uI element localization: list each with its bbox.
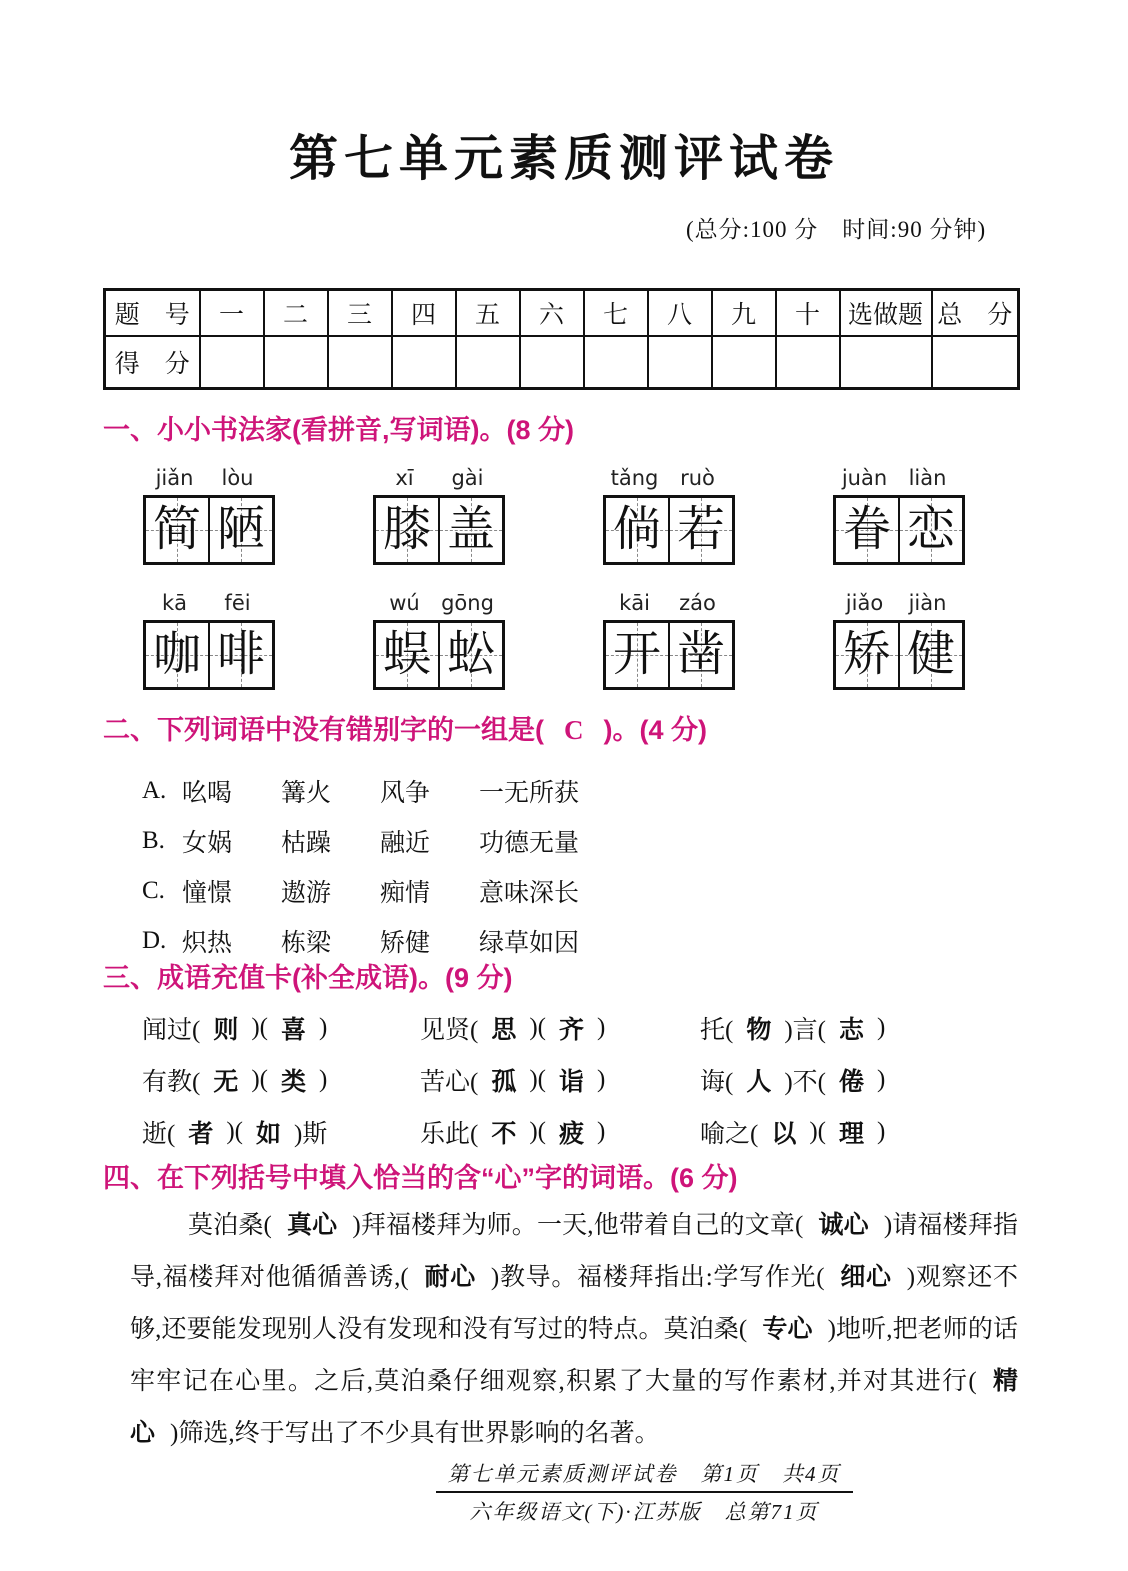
hanzi-box [146, 623, 210, 687]
score-cell-empty [712, 336, 776, 389]
section-two-heading-post: )。(4 分) [603, 715, 707, 745]
pinyin-syllable: liàn [908, 466, 947, 490]
idiom-item [142, 1106, 420, 1158]
pinyin-syllable: tǎng [610, 466, 659, 490]
passage-answer: 诚心 [818, 1212, 869, 1239]
passage-answer: 真心 [286, 1212, 338, 1239]
idiom-text: )( [529, 1118, 546, 1145]
exam-subtitle: (总分:100 分 时间:90 分钟) [686, 217, 987, 242]
idiom-text: ) [597, 1066, 606, 1093]
idiom-answer: 喜 [281, 1017, 307, 1044]
score-cell-empty [520, 336, 584, 389]
idiom-answer: 倦 [839, 1069, 865, 1096]
score-cell-empty [840, 336, 932, 389]
option-word: 憧憬 [182, 880, 233, 907]
score-table-header-cell: 一 [200, 290, 264, 337]
pinyin-syllable: fēi [224, 591, 251, 615]
option-word: 栋梁 [281, 930, 332, 957]
score-cell-empty [328, 336, 392, 389]
idiom-text: )( [251, 1014, 268, 1041]
option-word: 吆喝 [182, 780, 233, 807]
option-word: 绿草如因 [479, 930, 580, 957]
idiom-item [142, 1054, 420, 1106]
pinyin-syllable: jiǎn [155, 466, 194, 490]
idiom-text: 逝( [142, 1121, 176, 1148]
hanzi-box [606, 623, 670, 687]
score-cell-empty [776, 336, 840, 389]
idiom-answer: 理 [839, 1121, 865, 1148]
pinyin-syllable: lòu [221, 466, 254, 490]
idiom-text: 诲( [700, 1069, 734, 1096]
pinyin-word-group [373, 591, 505, 690]
hanzi-char: 蚣 [446, 628, 495, 681]
idiom-text: )( [226, 1118, 243, 1145]
page-footer [314, 1458, 974, 1526]
option-word: 枯躁 [281, 830, 332, 857]
pinyin-word-group [373, 466, 505, 565]
idiom-text: 乐此( [420, 1121, 479, 1148]
passage-answer: 耐心 [423, 1264, 476, 1291]
option-label: C. [142, 877, 165, 904]
idiom-answer: 物 [746, 1017, 772, 1044]
idiom-text: )斯 [294, 1121, 328, 1148]
passage-answer: 专心 [762, 1316, 813, 1343]
hanzi-box [670, 623, 732, 687]
idiom-item [700, 1106, 1022, 1158]
hanzi-char: 啡 [216, 628, 265, 681]
idiom-answer: 思 [491, 1017, 517, 1044]
idiom-text: 见贤( [420, 1017, 479, 1044]
idiom-item [420, 1054, 700, 1106]
option-word: 炽热 [182, 930, 233, 957]
option-word: 功德无量 [479, 830, 580, 857]
idiom-item [700, 1054, 1022, 1106]
score-table-header-cell: 六 [520, 290, 584, 337]
pinyin-syllable: juàn [841, 466, 888, 490]
hanzi-box [440, 498, 502, 562]
hanzi-box [376, 498, 440, 562]
score-table-header-cell: 九 [712, 290, 776, 337]
score-table-header-cell: 四 [392, 290, 456, 337]
hanzi-char: 膝 [382, 503, 431, 556]
score-table-header-cell: 三 [328, 290, 392, 337]
pinyin-syllable: jiàn [908, 591, 947, 615]
option-list [142, 766, 579, 966]
idiom-item [420, 1106, 700, 1158]
idiom-answer: 如 [256, 1121, 282, 1148]
hanzi-box [900, 498, 962, 562]
score-table-header-cell: 选做题 [840, 290, 932, 337]
pinyin-word-group [833, 466, 965, 565]
idiom-text: 喻之( [700, 1121, 759, 1148]
idiom-answer: 则 [213, 1017, 239, 1044]
passage [130, 1200, 1018, 1460]
idiom-text: 托( [700, 1017, 734, 1044]
hanzi-box [376, 623, 440, 687]
hanzi-char: 咖 [152, 628, 201, 681]
idiom-text: ) [877, 1066, 886, 1093]
idiom-text: )( [529, 1066, 546, 1093]
idiom-text: 有教( [142, 1069, 201, 1096]
pinyin-syllable: ruò [680, 466, 715, 490]
section-three-heading: 三、成语充值卡(补全成语)。(9 分) [103, 963, 513, 993]
pinyin-syllable: wú [389, 591, 420, 615]
hanzi-box [210, 498, 272, 562]
pinyin-word-group [143, 591, 275, 690]
score-table-header-cell: 总 分 [932, 290, 1019, 337]
answer-letter: C [564, 715, 584, 745]
score-cell-empty [932, 336, 1019, 389]
idiom-answer: 类 [281, 1069, 307, 1096]
idiom-answer: 以 [771, 1121, 797, 1148]
option-label: D. [142, 927, 167, 954]
idiom-text: 闻过( [142, 1017, 201, 1044]
hanzi-char: 开 [612, 628, 661, 681]
score-cell-empty [456, 336, 520, 389]
idiom-answer: 人 [746, 1069, 772, 1096]
hanzi-char: 蜈 [382, 628, 431, 681]
hanzi-box [146, 498, 210, 562]
score-table-header-cell: 十 [776, 290, 840, 337]
option-row [142, 816, 579, 866]
idiom-text: 苦心( [420, 1069, 479, 1096]
page-title: 第七单元素质测评试卷 [288, 131, 839, 186]
pinyin-word-group [603, 591, 735, 690]
idiom-answer: 无 [213, 1069, 239, 1096]
idiom-text: )不( [784, 1069, 826, 1096]
pinyin-word-group [143, 466, 275, 565]
score-table-header-cell: 题 号 [105, 290, 200, 337]
hanzi-box [836, 498, 900, 562]
idiom-text: ) [319, 1066, 328, 1093]
passage-text: )筛选,终于写出了不少具有世界影响的名著。 [170, 1420, 660, 1447]
footer-line2: 六年级语文(下)·江苏版 总第71页 [469, 1500, 819, 1524]
option-word: 融近 [380, 830, 431, 857]
idiom-grid [142, 1002, 1022, 1158]
score-table-header-cell: 五 [456, 290, 520, 337]
passage-answer: 细心 [839, 1264, 892, 1291]
pinyin-word-group [603, 466, 735, 565]
hanzi-char: 简 [152, 503, 201, 556]
idiom-item [700, 1002, 1022, 1054]
idiom-item [142, 1002, 420, 1054]
passage-text: 莫泊桑( [188, 1212, 272, 1239]
pinyin-syllable: kā [161, 591, 188, 615]
idiom-text: ) [877, 1118, 886, 1145]
idiom-text: )言( [784, 1017, 826, 1044]
option-word: 女娲 [182, 830, 233, 857]
hanzi-box [606, 498, 670, 562]
idiom-text: )( [529, 1014, 546, 1041]
section-four-heading: 四、在下列括号中填入恰当的含“心”字的词语。(6 分) [103, 1163, 738, 1193]
idiom-answer: 者 [188, 1121, 214, 1148]
hanzi-char: 恋 [906, 503, 955, 556]
section-two-heading-pre: 二、下列词语中没有错别字的一组是( [103, 715, 544, 745]
option-row [142, 766, 579, 816]
hanzi-box [670, 498, 732, 562]
passage-answer: 精心 [130, 1368, 1018, 1447]
idiom-answer: 志 [839, 1017, 865, 1044]
hanzi-char: 盖 [446, 503, 495, 556]
hanzi-char: 陋 [216, 503, 265, 556]
score-cell-empty [584, 336, 648, 389]
idiom-answer: 疲 [559, 1121, 585, 1148]
idiom-answer: 不 [491, 1121, 517, 1148]
score-cell-empty [200, 336, 264, 389]
pinyin-syllable: gài [451, 466, 484, 490]
score-row-label: 得 分 [105, 336, 200, 389]
pinyin-syllable: xī [395, 466, 414, 490]
option-word: 意味深长 [479, 880, 580, 907]
pinyin-syllable: záo [679, 591, 716, 615]
idiom-answer: 孤 [491, 1069, 517, 1096]
hanzi-char: 若 [676, 503, 725, 556]
score-cell-empty [264, 336, 328, 389]
idiom-text: )( [809, 1118, 826, 1145]
score-table [103, 288, 1020, 390]
option-word: 一无所获 [479, 780, 580, 807]
option-row [142, 866, 579, 916]
idiom-text: ) [597, 1118, 606, 1145]
hanzi-char: 矫 [842, 628, 891, 681]
hanzi-char: 眷 [842, 503, 891, 556]
footer-line1: 第七单元素质测评试卷 第1页 共4页 [436, 1458, 853, 1493]
score-cell-empty [392, 336, 456, 389]
passage-text: )拜福楼拜为师。一天,他带着自己的文章( [352, 1212, 804, 1239]
option-word: 矫健 [380, 930, 431, 957]
hanzi-char: 倘 [612, 503, 661, 556]
hanzi-box [836, 623, 900, 687]
option-word: 篝火 [281, 780, 332, 807]
passage-text: )教导。福楼拜指出:学写作光( [490, 1264, 825, 1291]
option-label: B. [142, 827, 165, 854]
section-one-heading: 一、小小书法家(看拼音,写词语)。(8 分) [103, 415, 574, 445]
section-two-heading [103, 708, 707, 747]
passage-text: )地听,把老师的话牢牢记在心里。之后,莫泊桑仔细观察,积累了大量的写作素材,并对其进行( [130, 1316, 1019, 1395]
score-table-header-cell: 七 [584, 290, 648, 337]
passage-text: )观察还不够,还要能发现别人没有发现和没有写过的特点。莫泊桑( [130, 1264, 1018, 1343]
idiom-answer: 齐 [559, 1017, 585, 1044]
passage-text: )请福楼拜指导,福楼拜对他循循善诱,( [130, 1212, 1018, 1291]
hanzi-box [210, 623, 272, 687]
score-cell-empty [648, 336, 712, 389]
hanzi-char: 健 [906, 628, 955, 681]
idiom-item [420, 1002, 700, 1054]
option-label: A. [142, 777, 167, 804]
option-word: 痴情 [380, 880, 431, 907]
idiom-text: ) [319, 1014, 328, 1041]
pinyin-syllable: gōng [441, 591, 494, 615]
option-word: 风争 [380, 780, 431, 807]
score-table-header-cell: 八 [648, 290, 712, 337]
idiom-text: ) [597, 1014, 606, 1041]
idiom-text: )( [251, 1066, 268, 1093]
pinyin-syllable: kāi [619, 591, 650, 615]
hanzi-box [900, 623, 962, 687]
hanzi-char: 凿 [676, 628, 725, 681]
pinyin-word-group [833, 591, 965, 690]
option-word: 遨游 [281, 880, 332, 907]
hanzi-box [440, 623, 502, 687]
idiom-answer: 诣 [559, 1069, 585, 1096]
score-table-header-cell: 二 [264, 290, 328, 337]
idiom-text: ) [877, 1014, 886, 1041]
pinyin-syllable: jiǎo [845, 591, 884, 615]
